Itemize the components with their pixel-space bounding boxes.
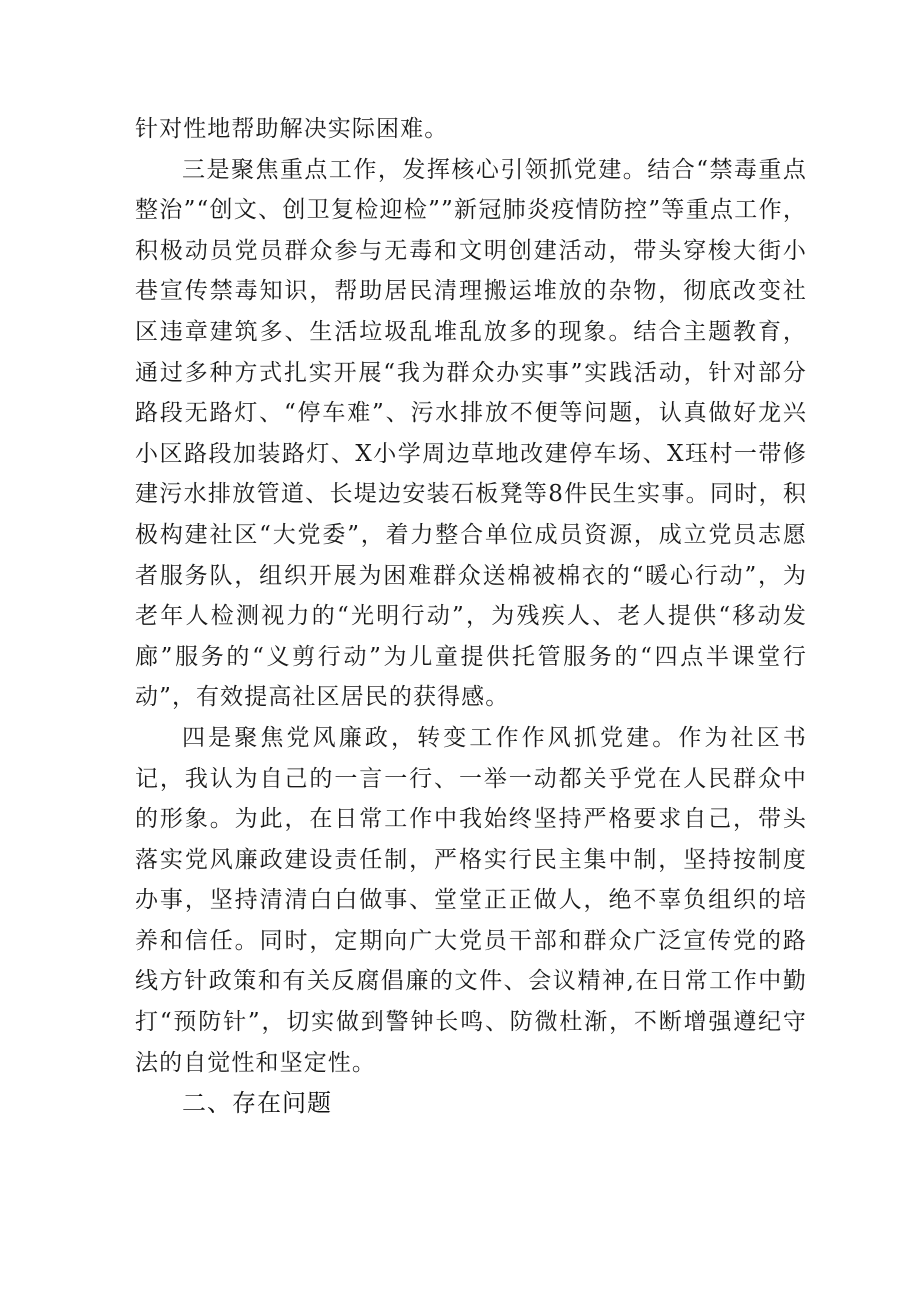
paragraph-integrity: 四是聚焦党风廉政，转变工作作风抓党建。作为社区书记，我认为自己的一言一行、一举一动都关乎党在人民群众中的形象。为此，在日常工作中我始终坚持严格要求自己，带头落实党风廉政建设责任制，严格实行民主集中制，坚持按制度办事，坚持清清白白做事、堂堂正正做人，绝不辜负组织的培养和信任。同时，定期向广大党员干部和群众广泛宣传党的路线方针政策和有关反腐倡廉的文件、会议精神,在日常工作中勤打“预防针”，切实做到警钟长鸣、防微杜渐，不断增强遵纪守法的自觉性和坚定性。 — [135, 724, 807, 1076]
document-page — [135, 109, 807, 1124]
section-heading: 二、存在问题 — [182, 1089, 332, 1118]
paragraph-key-work: 三是聚焦重点工作，发挥核心引领抓党建。结合“禁毒重点整治”“创文、创卫复检迎检””新冠肺炎疫情防控”等重点工作，积极动员党员群众参与无毒和文明创建活动，带头穿梭大街小巷宣传禁毒知识，帮助居民清理搬运堆放的杂物，彻底改变社区违章建筑多、生活垃圾乱堆乱放多的现象。结合主题教育，通过多种方式扎实开展“我为群众办实事”实践活动，针对部分路段无路灯、“停车难”、污水排放不便等问题，认真做好龙兴小区路段加装路灯、X小学周边草地改建停车场、X珏村一带修建污水排放管道、长堤边安装石板凳等8件民生实事。同时，积极构建社区“大党委”，着力整合单位成员资源，成立党员志愿者服务队，组织开展为困难群众送棉被棉衣的“暖心行动”，为老年人检测视力的“光明行动”，为残疾人、老人提供“移动发廊”服务的“义剪行动”为儿童提供托管服务的“四点半课堂行动”，有效提高社区居民的获得感。 — [135, 156, 807, 711]
paragraph-continuation: 针对性地帮助解决实际困难。 — [135, 116, 449, 142]
